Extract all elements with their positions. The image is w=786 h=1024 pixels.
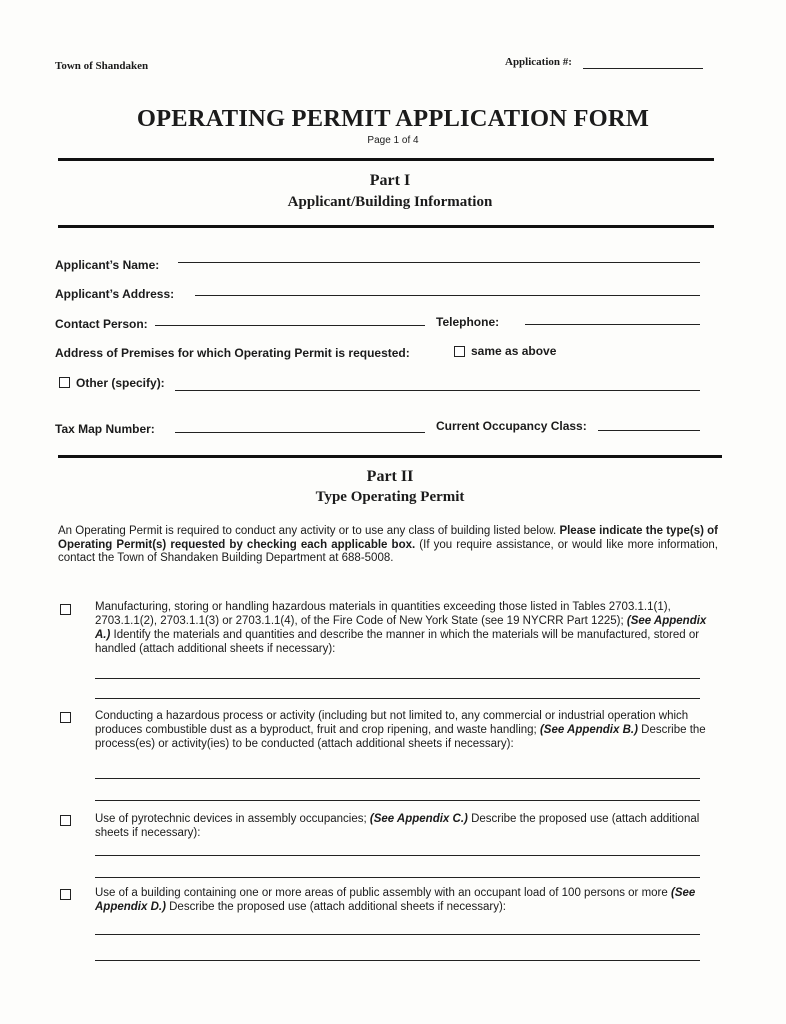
appendix-reference: (See Appendix D.) (95, 887, 696, 913)
application-number-field[interactable] (583, 68, 703, 69)
description-line-d2[interactable] (95, 960, 700, 961)
intro-text: An Operating Permit is required to conduct any activity or to use any class of building listed below. (58, 525, 557, 537)
part2-heading: Part II (366, 468, 414, 485)
permit-type-checkbox-b[interactable] (60, 712, 71, 723)
appendix-reference: (See Appendix A.) (95, 615, 707, 641)
permit-type-description-c (95, 812, 707, 840)
same-as-above-checkbox[interactable] (454, 346, 465, 357)
item-instructions: Identify the materials and quantities and describe the manner in which the materials will be manufactured, stored or handled (attach additional sheets if necessary): (95, 629, 700, 655)
item-text: Conducting a hazardous process or activity (including but not limited to, any commercial or industrial operation which produces combustible dust as a byproduct, fruit and crop ripening, and waste handling; (95, 710, 689, 736)
description-line-b1[interactable] (95, 778, 700, 779)
occupancy-class-field[interactable] (598, 430, 700, 431)
part1-subheading: Applicant/Building Information (287, 194, 493, 210)
item-text: Use of pyrotechnic devices in assembly occupancies; (95, 813, 367, 825)
same-as-above-label: same as above (471, 344, 557, 358)
description-line-c1[interactable] (95, 855, 700, 856)
description-line-d1[interactable] (95, 934, 700, 935)
other-specify-field[interactable] (175, 390, 700, 391)
occupancy-class-label: Current Occupancy Class: (436, 419, 587, 433)
item-text: Manufacturing, storing or handling hazardous materials in quantities exceeding those listed in Tables 2703.1.1(1), 2703.1.1(2), 2703.1.1(3) or 2703.1.1(4), of the Fire Code of New York State (see 19 NYCRR Part 1225); (95, 601, 671, 627)
appendix-reference: (See Appendix C.) (369, 813, 468, 825)
contact-person-field[interactable] (155, 325, 425, 326)
description-line-a2[interactable] (95, 698, 700, 699)
permit-type-checkbox-d[interactable] (60, 889, 71, 900)
form-title: OPERATING PERMIT APPLICATION FORM (136, 105, 650, 132)
divider (58, 158, 714, 161)
premises-address-label: Address of Premises for which Operating Permit is requested: (55, 346, 410, 360)
permit-type-description-a (95, 600, 707, 656)
permit-type-checkbox-c[interactable] (60, 815, 71, 826)
tax-map-number-label: Tax Map Number: (55, 422, 155, 436)
item-text: Use of a building containing one or more areas of public assembly with an occupant load of 100 persons or more (95, 887, 668, 899)
part1-heading: Part I (369, 172, 411, 189)
description-line-c2[interactable] (95, 877, 700, 878)
telephone-label: Telephone: (436, 315, 500, 329)
tax-map-number-field[interactable] (175, 432, 425, 433)
applicant-name-label: Applicant’s Name: (55, 258, 160, 272)
appendix-reference: (See Appendix B.) (539, 724, 638, 736)
item-instructions: Describe the proposed use (attach additional sheets if necessary): (169, 901, 507, 913)
divider (58, 455, 722, 458)
contact-person-label: Contact Person: (55, 317, 148, 331)
applicant-address-label: Applicant’s Address: (55, 287, 175, 301)
item-instructions: Describe the process(es) or activity(ies) to be conducted (attach additional sheets if necessary): (95, 724, 706, 750)
town-name: Town of Shandaken (55, 60, 149, 72)
applicant-name-field[interactable] (178, 262, 700, 263)
item-instructions: Describe the proposed use (attach additional sheets if necessary): (95, 813, 700, 839)
part2-intro (58, 525, 718, 566)
description-line-b2[interactable] (95, 800, 700, 801)
intro-instruction: Please indicate the type(s) of Operating Permit(s) requested by checking each applicable box. (58, 525, 718, 551)
applicant-address-field[interactable] (195, 295, 700, 296)
part2-subheading: Type Operating Permit (315, 489, 465, 505)
permit-type-checkbox-a[interactable] (60, 604, 71, 615)
permit-type-description-d (95, 886, 707, 914)
other-specify-label: Other (specify): (76, 376, 165, 390)
intro-contact: (If you require assistance, or would like more information, contact the Town of Shandaken Building Department at 688-5008. (58, 538, 718, 564)
divider (58, 225, 714, 228)
telephone-field[interactable] (525, 324, 700, 325)
application-number-label: Application #: (505, 56, 572, 68)
permit-type-description-b (95, 709, 707, 751)
description-line-a1[interactable] (95, 678, 700, 679)
other-specify-checkbox[interactable] (59, 377, 70, 388)
page-number: Page 1 of 4 (367, 135, 419, 146)
